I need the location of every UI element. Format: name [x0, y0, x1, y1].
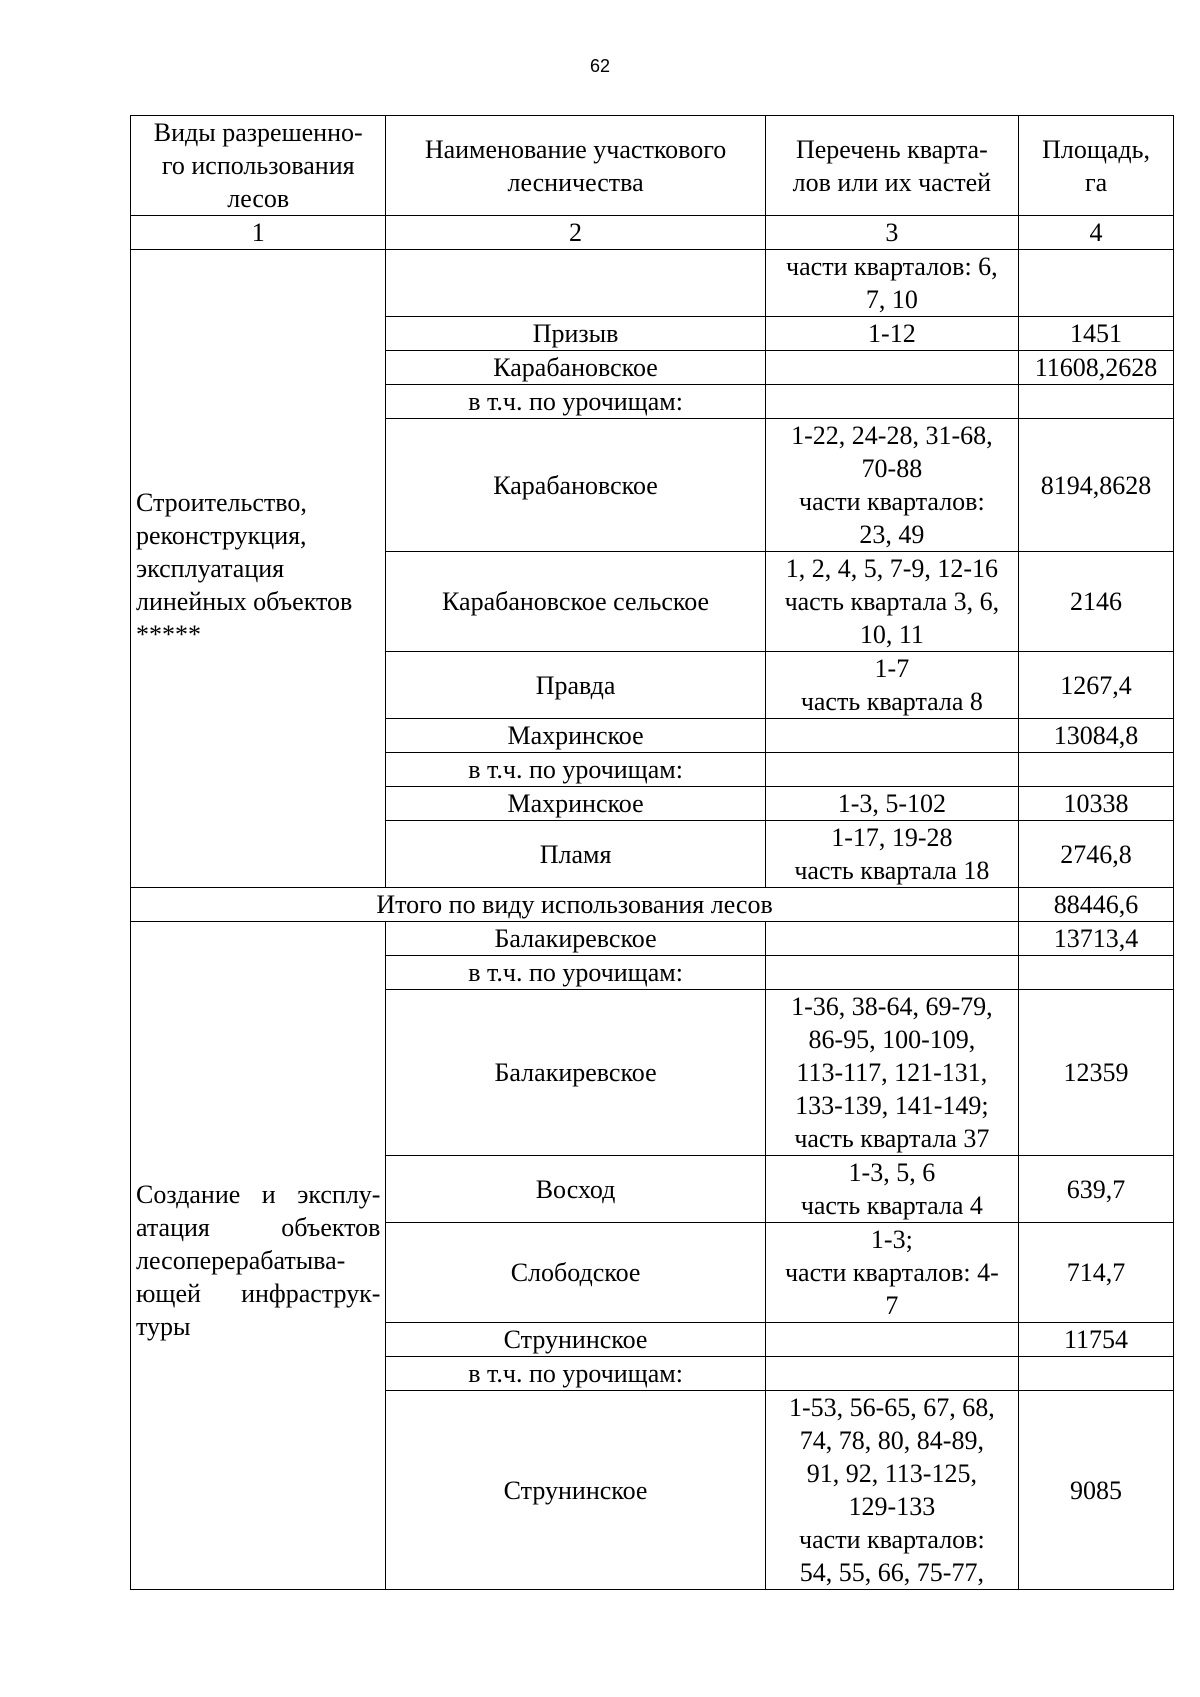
area-value: 714,7 [1019, 1223, 1174, 1323]
table-row [131, 250, 1174, 317]
area-value [1019, 956, 1174, 990]
area-value: 9085 [1019, 1391, 1174, 1590]
quarters-list [765, 753, 1018, 787]
forestry-name: Балакиревское [386, 922, 765, 956]
forestry-name: в т.ч. по урочищам: [386, 753, 765, 787]
area-value: 8194,8628 [1019, 419, 1174, 552]
area-value: 13713,4 [1019, 922, 1174, 956]
quarters-list: 1-17, 19-28 часть квартала 18 [765, 821, 1018, 888]
area-value: 11608,2628 [1019, 351, 1174, 385]
area-value: 2746,8 [1019, 821, 1174, 888]
quarters-list: 1-22, 24-28, 31-68, 70-88 части кварталов: 23, 49 [765, 419, 1018, 552]
quarters-list [765, 1323, 1018, 1357]
category-wood-processing: Создание и эксплу-атация объектов лесоперерабатыва-ющей инфраструк-туры [131, 922, 386, 1590]
col-number: 1 [131, 216, 386, 250]
area-value: 10338 [1019, 787, 1174, 821]
quarters-list [765, 922, 1018, 956]
quarters-list: 1, 2, 4, 5, 7-9, 12-16 часть квартала 3, 6, 10, 11 [765, 552, 1018, 652]
area-value [1019, 385, 1174, 419]
forestry-name: Восход [386, 1156, 765, 1223]
category-linear-objects: Строительство, реконструкция, эксплуатация линейных объектов ***** [131, 250, 386, 888]
header-col1: Виды разрешенно- го использования лесов [131, 116, 386, 216]
page-number: 62 [589, 56, 611, 76]
quarters-list: 1-3, 5, 6 часть квартала 4 [765, 1156, 1018, 1223]
total-row [131, 888, 1174, 922]
header-col3: Перечень кварта- лов или их частей [765, 116, 1018, 216]
forest-use-table [130, 115, 1174, 1590]
quarters-list: 1-3; части кварталов: 4- 7 [765, 1223, 1018, 1323]
area-value: 12359 [1019, 990, 1174, 1156]
forestry-name: Карабановское сельское [386, 552, 765, 652]
area-value: 1267,4 [1019, 652, 1174, 719]
forestry-name: Слободское [386, 1223, 765, 1323]
column-number-row [131, 216, 1174, 250]
forestry-name: в т.ч. по урочищам: [386, 1357, 765, 1391]
total-area: 88446,6 [1019, 888, 1174, 922]
quarters-list: 1-36, 38-64, 69-79, 86-95, 100-109, 113-117, 121-131, 133-139, 141-149; часть квартала 37 [765, 990, 1018, 1156]
forestry-name: Правда [386, 652, 765, 719]
area-value [1019, 753, 1174, 787]
forestry-name: Струнинское [386, 1391, 765, 1590]
forestry-name: в т.ч. по урочищам: [386, 956, 765, 990]
area-value: 13084,8 [1019, 719, 1174, 753]
area-value: 639,7 [1019, 1156, 1174, 1223]
quarters-list: части кварталов: 6, 7, 10 [765, 250, 1018, 317]
table-row [131, 922, 1174, 956]
quarters-list [765, 351, 1018, 385]
forestry-name: Махринское [386, 787, 765, 821]
forestry-name: Карабановское [386, 351, 765, 385]
forestry-name: Карабановское [386, 419, 765, 552]
quarters-list [765, 719, 1018, 753]
forestry-name: в т.ч. по урочищам: [386, 385, 765, 419]
quarters-list [765, 1357, 1018, 1391]
col-number: 2 [386, 216, 765, 250]
area-value [1019, 250, 1174, 317]
quarters-list: 1-3, 5-102 [765, 787, 1018, 821]
area-value: 11754 [1019, 1323, 1174, 1357]
quarters-list: 1-7 часть квартала 8 [765, 652, 1018, 719]
forestry-name: Струнинское [386, 1323, 765, 1357]
quarters-list [765, 385, 1018, 419]
header-row [131, 116, 1174, 216]
forestry-name: Махринское [386, 719, 765, 753]
quarters-list: 1-12 [765, 317, 1018, 351]
col-number: 3 [765, 216, 1018, 250]
area-value [1019, 1357, 1174, 1391]
quarters-list [765, 956, 1018, 990]
area-value: 2146 [1019, 552, 1174, 652]
quarters-list: 1-53, 56-65, 67, 68, 74, 78, 80, 84-89, 91, 92, 113-125, 129-133 части кварталов: 54, 55, 66, 75-77, [765, 1391, 1018, 1590]
forestry-name: Балакиревское [386, 990, 765, 1156]
area-value: 1451 [1019, 317, 1174, 351]
forestry-name: Призыв [386, 317, 765, 351]
forestry-name [386, 250, 765, 317]
col-number: 4 [1019, 216, 1174, 250]
header-col2: Наименование участкового лесничества [386, 116, 765, 216]
forestry-name: Пламя [386, 821, 765, 888]
total-label: Итого по виду использования лесов [131, 888, 1019, 922]
header-col4: Площадь, га [1019, 116, 1174, 216]
